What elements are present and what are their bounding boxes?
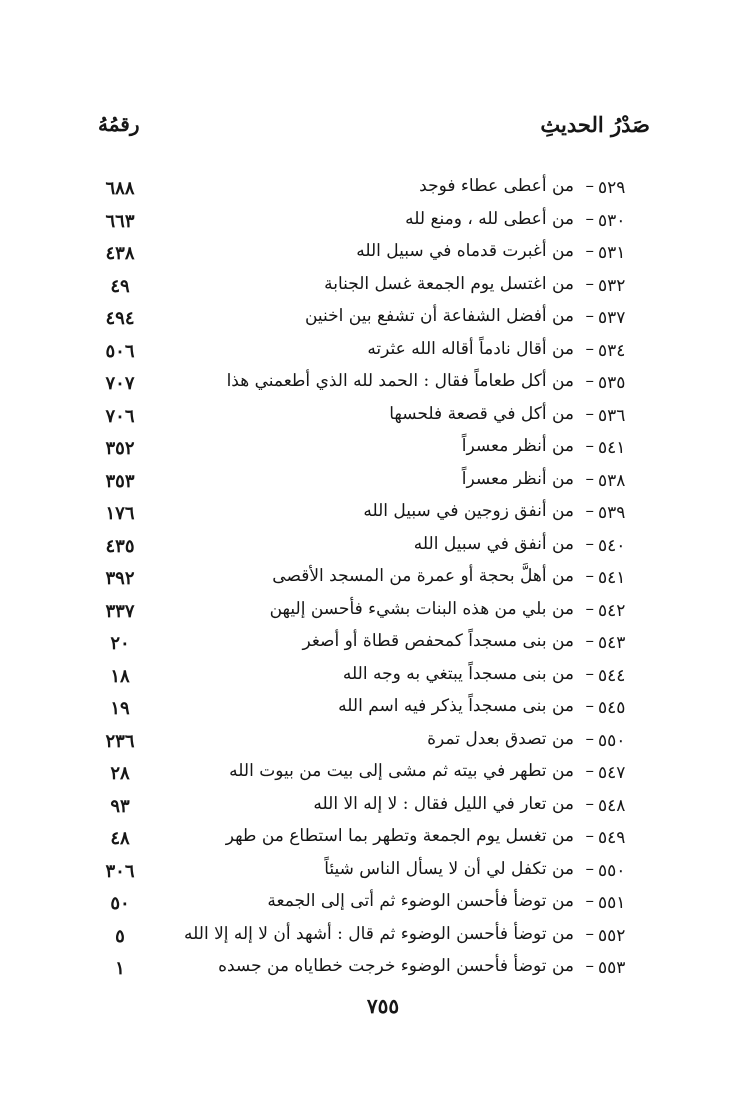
hadith-column-header: صَدْرُ الحديثِ: [540, 112, 650, 137]
reference-number: ٢٠: [110, 633, 130, 654]
hadith-opening-text: من أكل طعاماً فقال : الحمد لله الذي أطعمني هذا: [226, 371, 574, 391]
reference-number: ٥: [115, 925, 125, 947]
reference-number: ٧٠٦: [105, 405, 135, 427]
list-item: [90, 696, 650, 729]
entry-index: ٥٤١: [598, 438, 626, 458]
separator-dash: –: [585, 208, 594, 229]
hadith-opening-text: من أنفق في سبيل الله: [413, 533, 574, 554]
list-item: [90, 274, 650, 307]
reference-number: ١٩: [110, 698, 130, 719]
separator-dash: –: [585, 598, 594, 619]
entry-index: ٥٤٨: [598, 795, 626, 816]
list-item: [90, 371, 650, 404]
hadith-opening-text: من تصدق بعدل تمرة: [427, 728, 574, 749]
separator-dash: –: [585, 631, 594, 651]
entry-index: ٥٥٠: [598, 730, 626, 751]
list-item: [90, 599, 650, 632]
separator-dash: –: [585, 858, 594, 879]
reference-number: ٥٠: [110, 893, 130, 914]
separator-dash: –: [585, 891, 594, 911]
list-item: [90, 664, 650, 697]
reference-number: ٢٨: [110, 763, 130, 784]
entry-index: ٥٣٩: [598, 503, 626, 523]
list-item: [90, 956, 650, 989]
reference-number: ٤٣٥: [105, 535, 135, 557]
list-item: [90, 566, 650, 599]
hadith-opening-text: من تغسل يوم الجمعة وتطهر بما استطاع من طهر: [225, 826, 574, 846]
hadith-opening-text: من بنى مسجداً يذكر فيه اسم الله: [338, 696, 574, 716]
reference-number: ٥٠٦: [105, 340, 135, 362]
entry-index: ٥٣١: [598, 243, 626, 263]
reference-number: ٤٩: [110, 275, 130, 297]
hadith-opening-text: من أكل في قصعة فلحسها: [389, 403, 574, 424]
list-item: [90, 469, 650, 502]
reference-number: ٤٨: [110, 828, 130, 849]
separator-dash: –: [585, 371, 594, 391]
reference-number: ٣٣٧: [105, 600, 135, 622]
hadith-opening-text: من أعطى عطاء فوجد: [419, 176, 574, 196]
list-item: [90, 891, 650, 924]
list-item: [90, 826, 650, 859]
entry-index: ٥٤٩: [598, 828, 626, 848]
hadith-opening-text: من اغتسل يوم الجمعة غسل الجنابة: [324, 273, 574, 294]
separator-dash: –: [585, 436, 594, 456]
reference-number: ٧٠٧: [105, 373, 135, 394]
entry-index: ٥٥١: [598, 893, 626, 913]
separator-dash: –: [585, 273, 594, 294]
list-item: [90, 209, 650, 242]
entry-index: ٥٣٨: [598, 470, 626, 491]
hadith-index-list: [90, 176, 650, 989]
separator-dash: –: [585, 501, 594, 521]
hadith-opening-text: من أنفق زوجين في سبيل الله: [363, 501, 574, 521]
entry-index: ٥٤٥: [598, 698, 626, 718]
hadith-opening-text: من توضأ فأحسن الوضوء خرجت خطاياه من جسده: [218, 956, 574, 976]
entry-index: ٥٤١: [598, 568, 626, 588]
separator-dash: –: [585, 793, 594, 814]
entry-index: ٥٤٠: [598, 535, 626, 556]
list-item: [90, 631, 650, 664]
entry-index: ٥٢٩: [598, 178, 626, 198]
hadith-opening-text: من توضأ فأحسن الوضوء ثم أتى إلى الجمعة: [267, 891, 574, 911]
reference-number: ٢٣٦: [105, 730, 135, 752]
separator-dash: –: [585, 696, 594, 716]
reference-number: ٦٦٣: [105, 210, 135, 232]
separator-dash: –: [585, 306, 594, 326]
list-item: [90, 339, 650, 372]
hadith-opening-text: من أعطى لله ، ومنع لله: [405, 208, 574, 229]
hadith-opening-text: من أغبرت قدماه في سبيل الله: [356, 241, 574, 261]
list-item: [90, 794, 650, 827]
entry-index: ٥٥٢: [598, 925, 626, 946]
entry-index: ٥٤٢: [598, 600, 626, 621]
separator-dash: –: [585, 923, 594, 944]
entry-index: ٥٥٣: [598, 958, 626, 978]
entry-index: ٥٤٣: [598, 633, 626, 653]
hadith-opening-text: من تطهر في بيته ثم مشى إلى بيت من بيوت الله: [229, 761, 574, 781]
hadith-opening-text: من توضأ فأحسن الوضوء ثم قال : أشهد أن لا إله إلا الله: [184, 923, 574, 944]
hadith-opening-text: من تكفل لي أن لا يسأل الناس شيئاً: [324, 858, 574, 879]
entry-index: ٥٣٠: [598, 210, 626, 231]
separator-dash: –: [585, 663, 594, 684]
reference-number: ٣٠٦: [105, 860, 135, 882]
separator-dash: –: [585, 761, 594, 781]
separator-dash: –: [585, 338, 594, 359]
list-item: [90, 729, 650, 762]
hadith-opening-text: من أنظر معسراً: [461, 436, 574, 456]
hadith-opening-text: من أفضل الشفاعة أن تشفع بين اخنين: [304, 306, 574, 326]
page-number: ٧٥٥: [366, 994, 400, 1018]
separator-dash: –: [585, 403, 594, 424]
reference-number: ٤٣٨: [105, 243, 135, 264]
hadith-opening-text: من بنى مسجداً يبتغي به وجه الله: [342, 663, 574, 684]
entry-index: ٥٥٠: [598, 860, 626, 881]
hadith-opening-text: من أهلَّ بحجة أو عمرة من المسجد الأقصى: [272, 566, 574, 586]
list-item: [90, 859, 650, 892]
list-item: [90, 534, 650, 567]
entry-index: ٥٣٤: [598, 340, 626, 361]
hadith-opening-text: من تعار في الليل فقال : لا إله الا الله: [313, 793, 574, 814]
list-item: [90, 924, 650, 957]
hadith-opening-text: من بلي من هذه البنات بشيء فأحسن إليهن: [269, 598, 574, 619]
reference-number: ٣٩٢: [105, 568, 135, 589]
separator-dash: –: [585, 826, 594, 846]
separator-dash: –: [585, 566, 594, 586]
list-item: [90, 306, 650, 339]
entry-index: ٥٣٧: [598, 308, 626, 328]
separator-dash: –: [585, 533, 594, 554]
entry-index: ٥٣٦: [598, 405, 626, 426]
table-header: [90, 112, 650, 148]
reference-number: ٣٥٢: [105, 438, 135, 459]
list-item: [90, 176, 650, 209]
hadith-opening-text: من بنى مسجداً كمحفص قطاة أو أصغر: [302, 631, 574, 651]
reference-number: ٤٩٤: [105, 308, 135, 329]
reference-number: ٣٥٣: [105, 470, 135, 492]
separator-dash: –: [585, 241, 594, 261]
separator-dash: –: [585, 728, 594, 749]
list-item: [90, 761, 650, 794]
reference-number: ١٧٦: [105, 503, 135, 524]
reference-number: ١: [115, 958, 125, 979]
hadith-opening-text: من أنظر معسراً: [461, 468, 574, 489]
entry-index: ٥٤٧: [598, 763, 626, 783]
hadith-opening-text: من أقال نادماً أقاله الله عثرته: [367, 338, 574, 359]
list-item: [90, 404, 650, 437]
reference-number: ٦٨٨: [105, 178, 135, 199]
separator-dash: –: [585, 956, 594, 976]
reference-number: ٩٣: [110, 795, 130, 817]
separator-dash: –: [585, 468, 594, 489]
entry-index: ٥٤٤: [598, 665, 626, 686]
list-item: [90, 241, 650, 274]
separator-dash: –: [585, 176, 594, 196]
reference-number: ١٨: [110, 665, 130, 687]
entry-index: ٥٣٥: [598, 373, 626, 393]
list-item: [90, 436, 650, 469]
number-column-header: رقمُهُ: [98, 112, 140, 136]
entry-index: ٥٣٢: [598, 275, 626, 296]
list-item: [90, 501, 650, 534]
